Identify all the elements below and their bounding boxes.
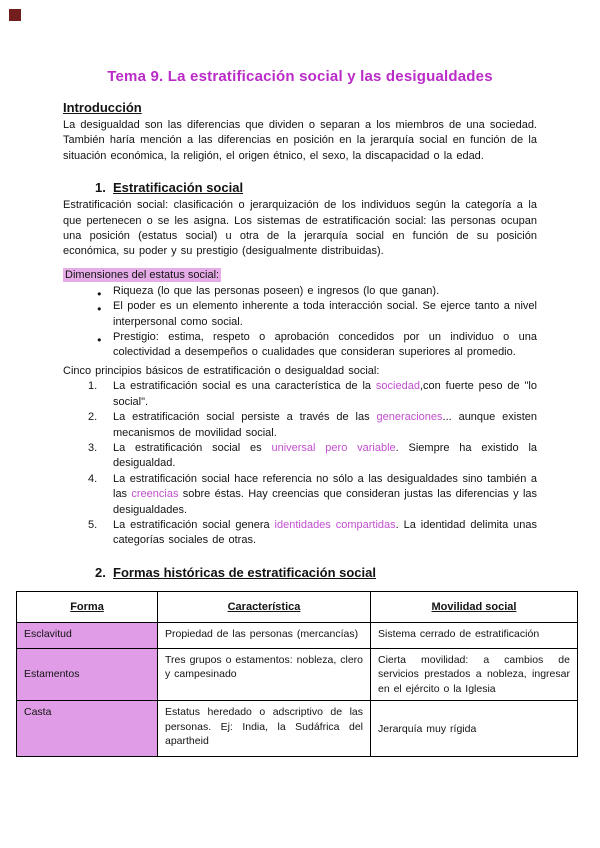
column-header-movilidad: Movilidad social	[371, 591, 578, 622]
section2-title: Formas históricas de estratificación social	[113, 564, 376, 580]
item-text: La estratificación social genera identidades compartidas. La identidad delimita unas categorías sociales de otras.	[113, 518, 537, 547]
table-header-row	[17, 591, 578, 622]
section2-heading	[63, 565, 537, 580]
section1-title: Estratificación social	[113, 180, 244, 196]
item-number: 1.	[88, 380, 98, 393]
list-item	[63, 379, 537, 410]
status-dimensions-list	[63, 284, 537, 361]
item-text: La estratificación social es universal pero variable. Siempre ha existido la desigualdad.	[113, 441, 538, 470]
cell-movilidad: Jerarquía muy rígida	[371, 701, 578, 757]
highlighted-line	[63, 269, 537, 281]
item-number: 5.	[88, 518, 98, 531]
cell-caracteristica: Tres grupos o estamentos: nobleza, clero y campesinado	[158, 648, 371, 701]
item-text: La estratificación social persiste a través de las generaciones... aunque existen mecanismos de movilidad social.	[113, 411, 537, 439]
section1-heading	[63, 180, 537, 195]
stratification-forms-table	[16, 591, 578, 758]
table-row	[17, 701, 578, 757]
cell-forma: Estamentos	[17, 648, 158, 701]
cell-caracteristica: Estatus heredado o adscriptivo de las personas. Ej: India, la Sudáfrica del apartheid	[158, 701, 371, 757]
principles-list	[63, 379, 537, 548]
item-text: La estratificación social es una característica de la sociedad,con fuerte peso de "lo social".	[113, 380, 537, 408]
column-header-caracteristica: Característica	[158, 591, 371, 622]
list-item: ● El poder es un elemento inherente a toda interacción social. Se ejerce tanto a nivel interpersonal como social.	[63, 299, 537, 330]
item-text: La estratificación social hace referencia no sólo a las desigualdades sino también a las creencias sobre éstas. Hay creencias que consideran justas las diferencias y las desigualdades.	[113, 472, 538, 516]
intro-paragraph: La desigualdad son las diferencias que dividen o separan a los miembros de una sociedad. También haría mención a las diferencias en posición en la jerarquía social en función de la situación económica, la religión, el origen étnico, el sexo, la discapacidad o la edad.	[63, 119, 537, 162]
list-item: ● Riqueza (lo que las personas poseen) e ingresos (lo que ganan).	[63, 284, 537, 299]
list-item: ● Prestigio: estima, respeto o aprobación concedidos por un individuo o una colectividad a desempeños o cualidades que consideran superiores al promedio.	[63, 330, 537, 361]
cell-movilidad: Cierta movilidad: a cambios de servicios prestados a nobleza, ingresar en el ejército o la Iglesia	[371, 648, 578, 701]
cell-movilidad: Sistema cerrado de estratificación	[371, 622, 578, 648]
item-number: 3.	[88, 441, 98, 454]
corner-mark	[9, 9, 21, 21]
column-header-forma: Forma	[17, 591, 158, 622]
page-title: Tema 9. La estratificación social y las desigualdades	[107, 68, 493, 85]
section2-number: 2.	[95, 564, 106, 580]
document-body	[63, 100, 537, 580]
list-item	[63, 472, 537, 518]
table-row	[17, 622, 578, 648]
item-number: 4.	[88, 472, 98, 485]
cell-caracteristica: Propiedad de las personas (mercancías)	[158, 622, 371, 648]
cell-forma: Esclavitud	[17, 622, 158, 648]
list-item	[63, 410, 537, 441]
table-row	[17, 648, 578, 701]
cell-forma: Casta	[17, 701, 158, 757]
intro-heading: Introducción	[63, 100, 142, 115]
section1-paragraph: Estratificación social: clasificación o jerarquización de los individuos según la categoría a la que pertenecen o se les asigna. Los sistemas de estratificación social: las personas ocupan una posición (estatus social) u otra de la jerarquía social en función de su posición económica, su poder y su prestigio (desigualmente distribuidas).	[63, 199, 537, 258]
list-item	[63, 518, 537, 549]
item-number: 2.	[88, 411, 98, 424]
list-item	[63, 441, 537, 472]
principles-intro: Cinco principios básicos de estratificación o desigualdad social:	[63, 364, 380, 377]
section1-number: 1.	[95, 180, 106, 196]
highlight-text: Dimensiones del estatus social:	[65, 268, 220, 281]
